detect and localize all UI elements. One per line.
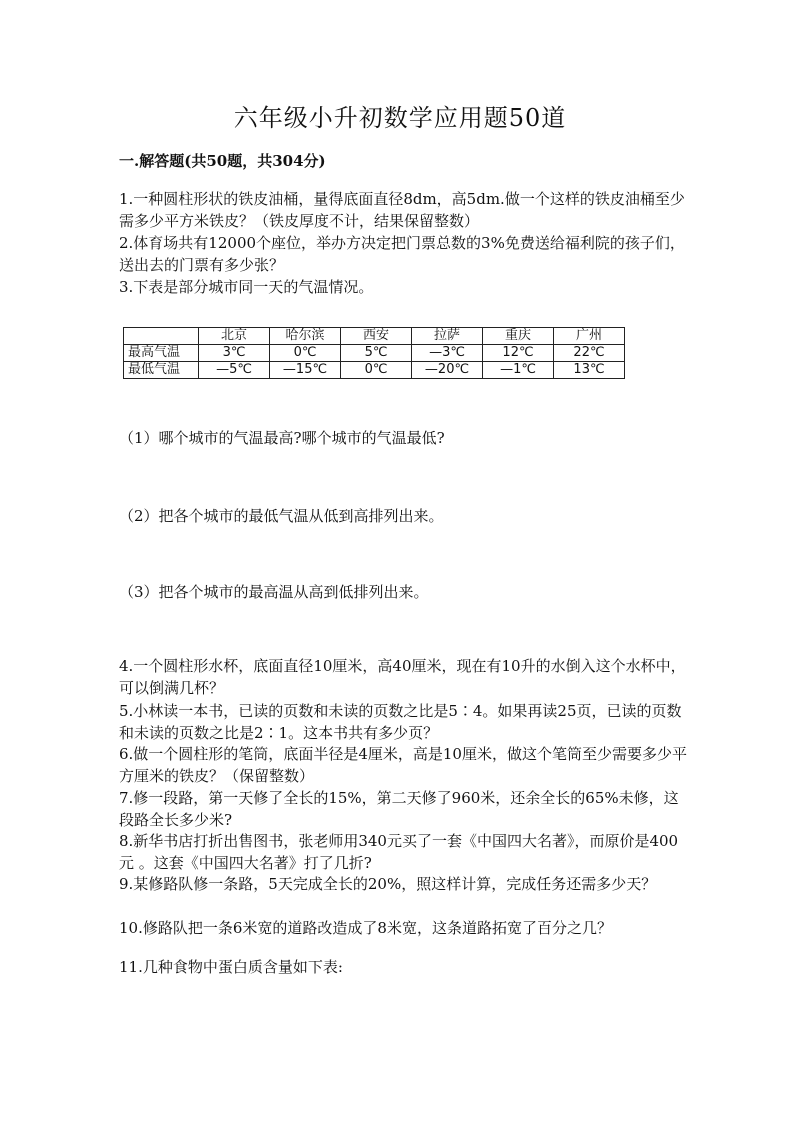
table-cell: 5℃ xyxy=(341,345,412,362)
table-cell: 0℃ xyxy=(270,345,341,362)
table-corner-cell xyxy=(124,328,199,345)
table-cell: 12℃ xyxy=(483,345,554,362)
table-cell: 3℃ xyxy=(199,345,270,362)
question-3: 3.下表是部分城市同一天的气温情况。 xyxy=(119,278,374,296)
question-11: 11.几种食物中蛋白质含量如下表: xyxy=(119,958,343,976)
question-7: 7.修一段路，第一天修了全长的15%，第二天修了960米，还余全长的65%未修，这段路全长多少米? xyxy=(119,789,679,829)
table-cell: —3℃ xyxy=(412,345,483,362)
question-6: 6.做一个圆柱形的笔筒，底面半径是4厘米，高是10厘米，做这个笔筒至少需要多少平方厘米的铁皮？（保留整数） xyxy=(119,745,687,785)
page-title: 六年级小升初数学应用题50道 xyxy=(233,104,567,132)
table-row-high xyxy=(124,345,625,362)
question-10: 10.修路队把一条6米宽的道路改造成了8米宽，这条道路拓宽了百分之几？ xyxy=(119,919,612,937)
table-header-row xyxy=(124,328,625,345)
table-header-cell: 哈尔滨 xyxy=(270,328,341,345)
table-header-cell: 广州 xyxy=(554,328,625,345)
table-row-low xyxy=(124,362,625,379)
table-header-cell: 拉萨 xyxy=(412,328,483,345)
question-3-part-1: （1）哪个城市的气温最高?哪个城市的气温最低? xyxy=(119,429,445,447)
row-label-low: 最低气温 xyxy=(124,362,199,379)
table-cell: —1℃ xyxy=(483,362,554,379)
question-8: 8.新华书店打折出售图书，张老师用340元买了一套《中国四大名著》，而原价是400元 。这套《中国四大名著》打了几折? xyxy=(119,832,679,872)
table-cell: 22℃ xyxy=(554,345,625,362)
table-cell: —15℃ xyxy=(270,362,341,379)
section-heading: 一.解答题(共50题，共304分) xyxy=(119,152,326,170)
table-cell: —20℃ xyxy=(412,362,483,379)
question-1: 1.一种圆柱形状的铁皮油桶，量得底面直径8dm，高5dm.做一个这样的铁皮油桶至少需多少平方米铁皮？（铁皮厚度不计，结果保留整数） xyxy=(119,190,685,230)
table-cell: 0℃ xyxy=(341,362,412,379)
question-3-part-3: （3）把各个城市的最高温从高到低排列出来。 xyxy=(119,583,429,601)
table-cell: —5℃ xyxy=(199,362,270,379)
table-header-cell: 西安 xyxy=(341,328,412,345)
question-3-part-2: （2）把各个城市的最低气温从低到高排列出来。 xyxy=(119,507,444,525)
temperature-table xyxy=(123,327,625,379)
table-header-cell: 重庆 xyxy=(483,328,554,345)
table-cell: 13℃ xyxy=(554,362,625,379)
question-9: 9.某修路队修一条路，5天完成全长的20%，照这样计算，完成任务还需多少天？ xyxy=(119,875,657,893)
question-5: 5.小林读一本书，已读的页数和未读的页数之比是5∶4。如果再读25页，已读的页数和未读的页数之比是2∶1。这本书共有多少页？ xyxy=(119,702,682,742)
question-2: 2.体育场共有12000个座位，举办方决定把门票总数的3%免费送给福利院的孩子们，送出去的门票有多少张？ xyxy=(119,234,685,274)
question-4: 4.一个圆柱形水杯，底面直径10厘米，高40厘米，现在有10升的水倒入这个水杯中，可以倒满几杯？ xyxy=(119,657,686,697)
table-header-cell: 北京 xyxy=(199,328,270,345)
row-label-high: 最高气温 xyxy=(124,345,199,362)
